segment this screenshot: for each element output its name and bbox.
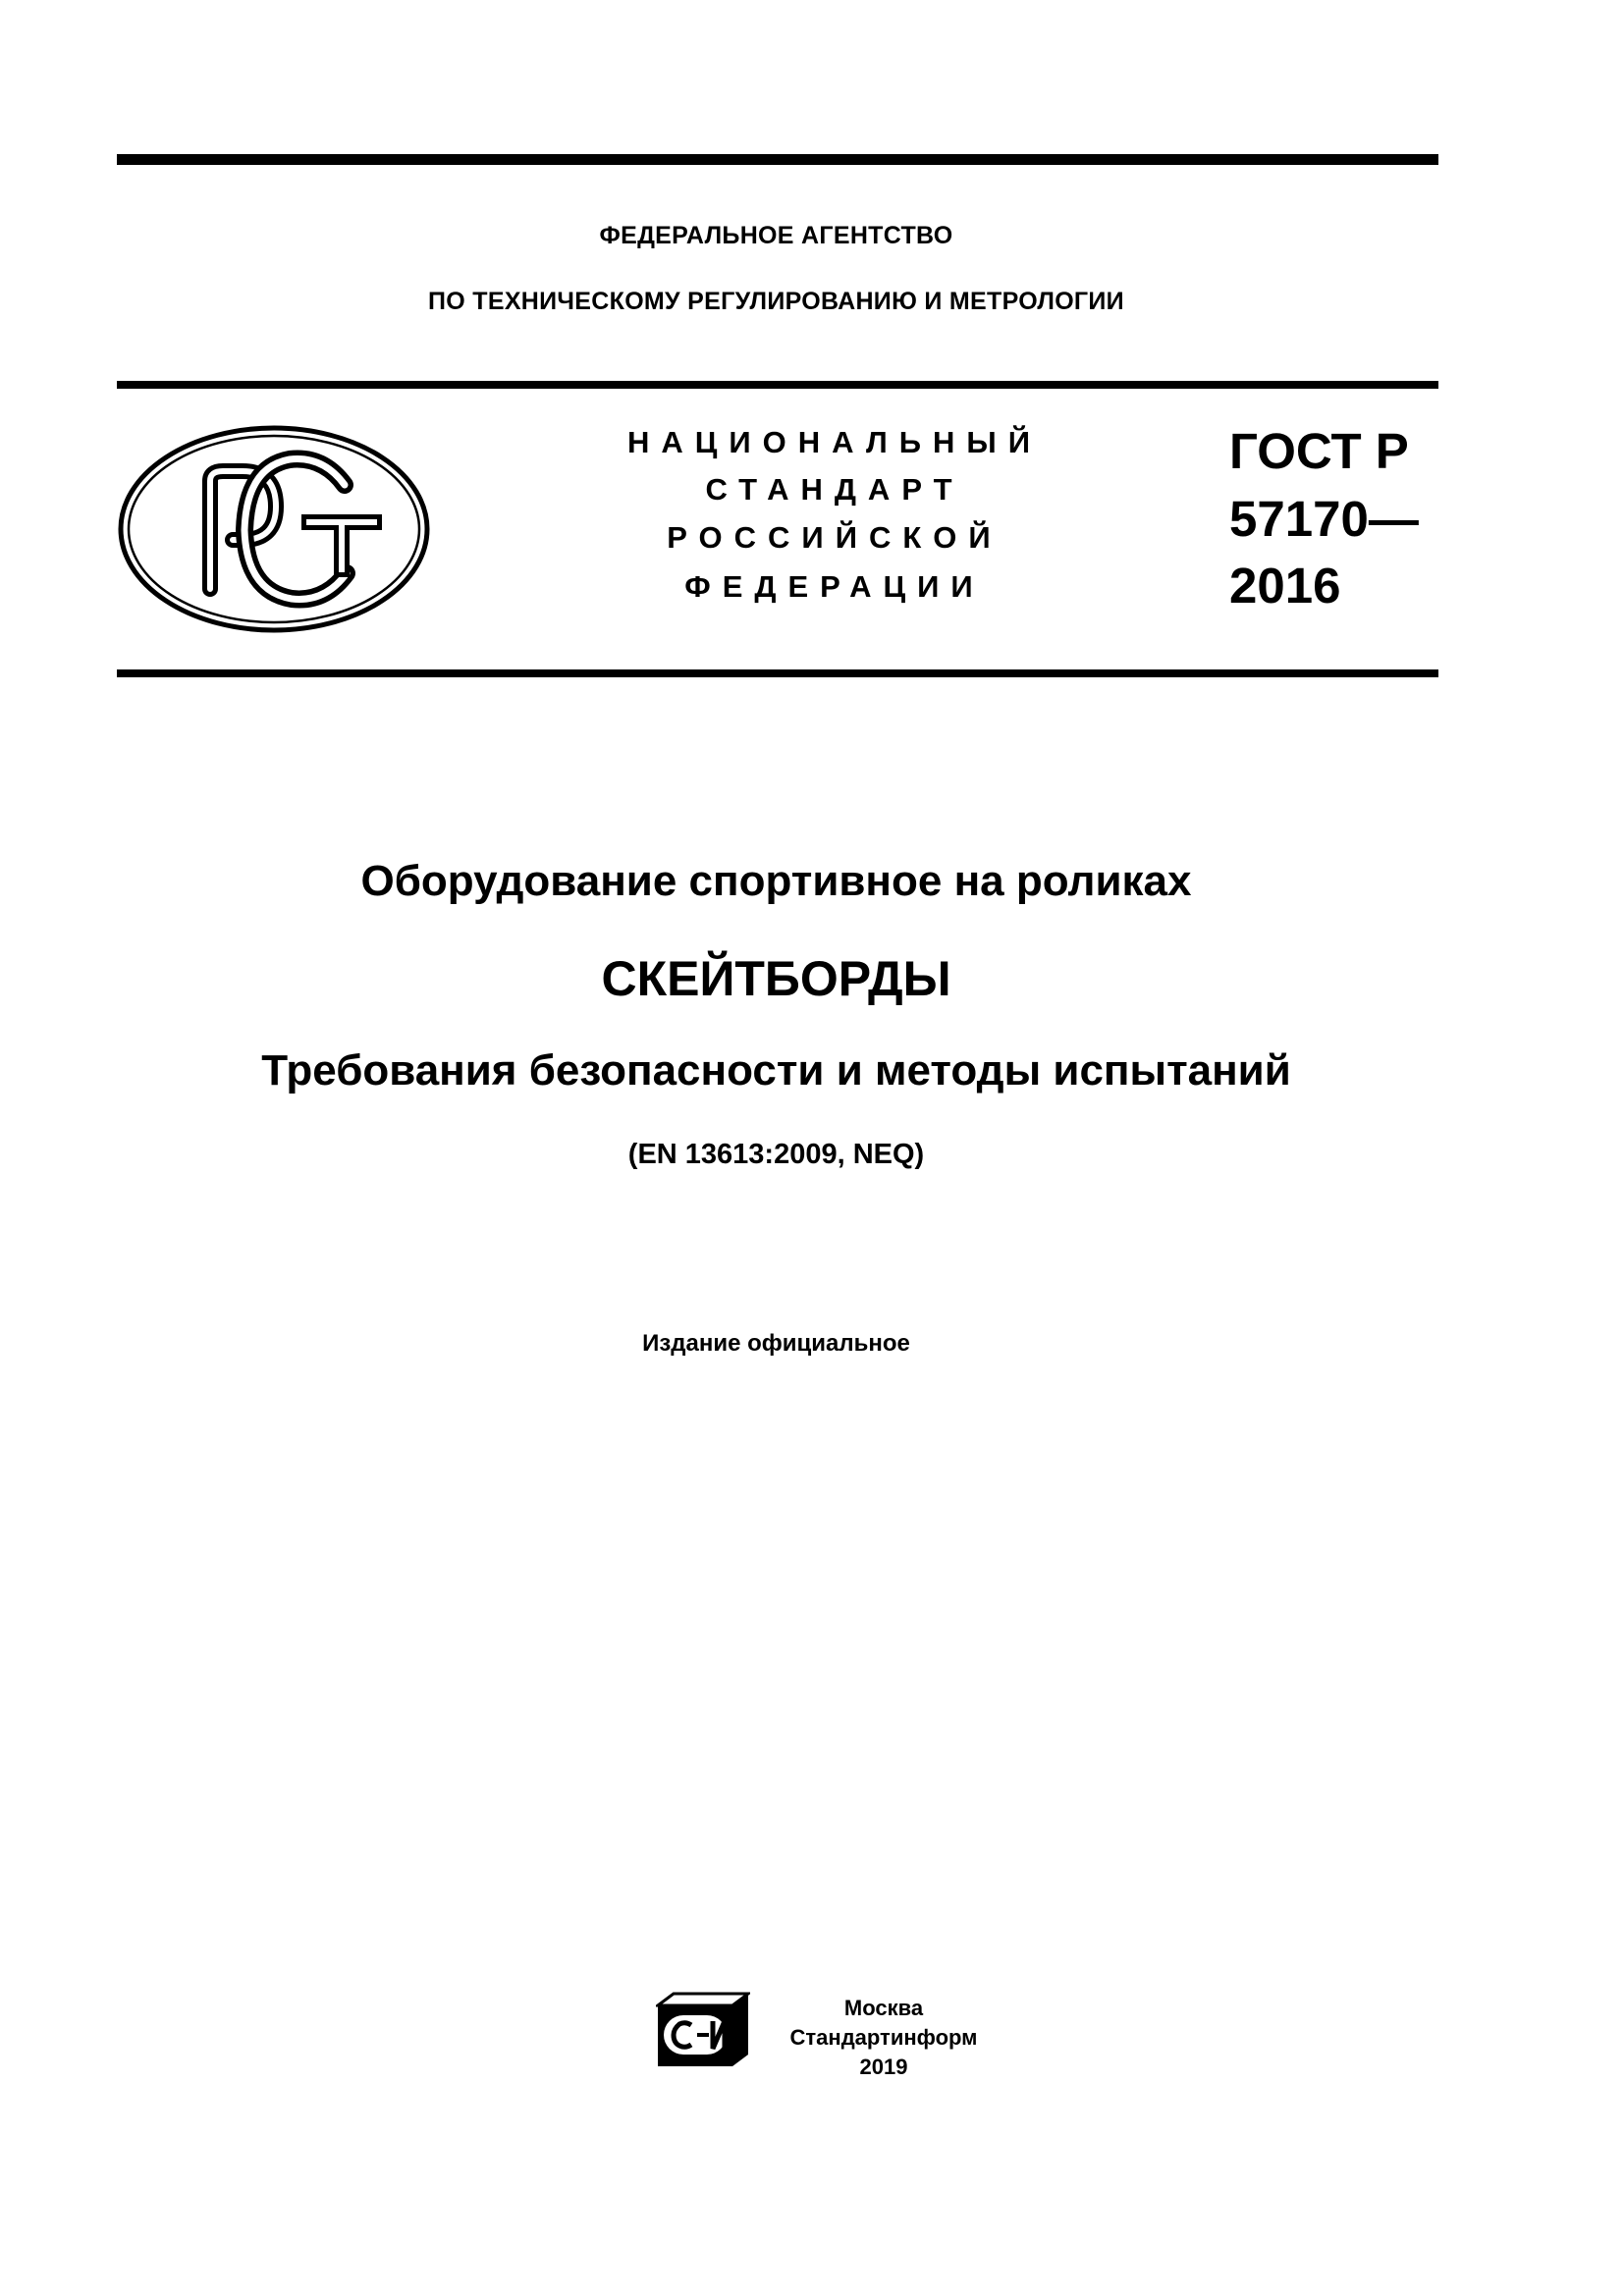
standartinform-logo: [656, 1992, 750, 2068]
designation-line-1: ГОСТ Р: [1229, 423, 1409, 479]
header-rule-top: [117, 381, 1438, 389]
publisher-name: Стандартинформ: [789, 2025, 978, 2050]
agency-line-1: ФЕДЕРАЛЬНОЕ АГЕНТСТВО: [599, 222, 953, 249]
designation-line-3: 2016: [1229, 558, 1341, 614]
agency-line-2: ПО ТЕХНИЧЕСКОМУ РЕГУЛИРОВАНИЮ И МЕТРОЛОГИИ: [428, 288, 1124, 315]
rst-certification-logo: [117, 424, 431, 634]
standard-type-line-2: СТАНДАРТ: [705, 472, 964, 507]
standard-type-line-3: РОССИЙСКОЙ: [667, 520, 1002, 555]
publisher-year: 2019: [859, 2055, 908, 2079]
title-line-2: СКЕЙТБОРДЫ: [601, 951, 951, 1006]
publisher-city: Москва: [843, 1996, 924, 2020]
edition-label: Издание официальное: [642, 1330, 910, 1357]
designation-line-2: 57170—: [1229, 491, 1419, 547]
header-rule-bottom: [117, 669, 1438, 677]
title-reference: (EN 13613:2009, NEQ): [627, 1139, 925, 1170]
top-rule: [117, 154, 1438, 165]
title-line-3: Требования безопасности и методы испытаний: [261, 1046, 1291, 1095]
standard-type-line-4: ФЕДЕРАЦИИ: [684, 569, 985, 604]
standard-type-line-1: НАЦИОНАЛЬНЫЙ: [626, 425, 1043, 459]
title-line-1: Оборудование спортивное на роликах: [360, 857, 1192, 905]
